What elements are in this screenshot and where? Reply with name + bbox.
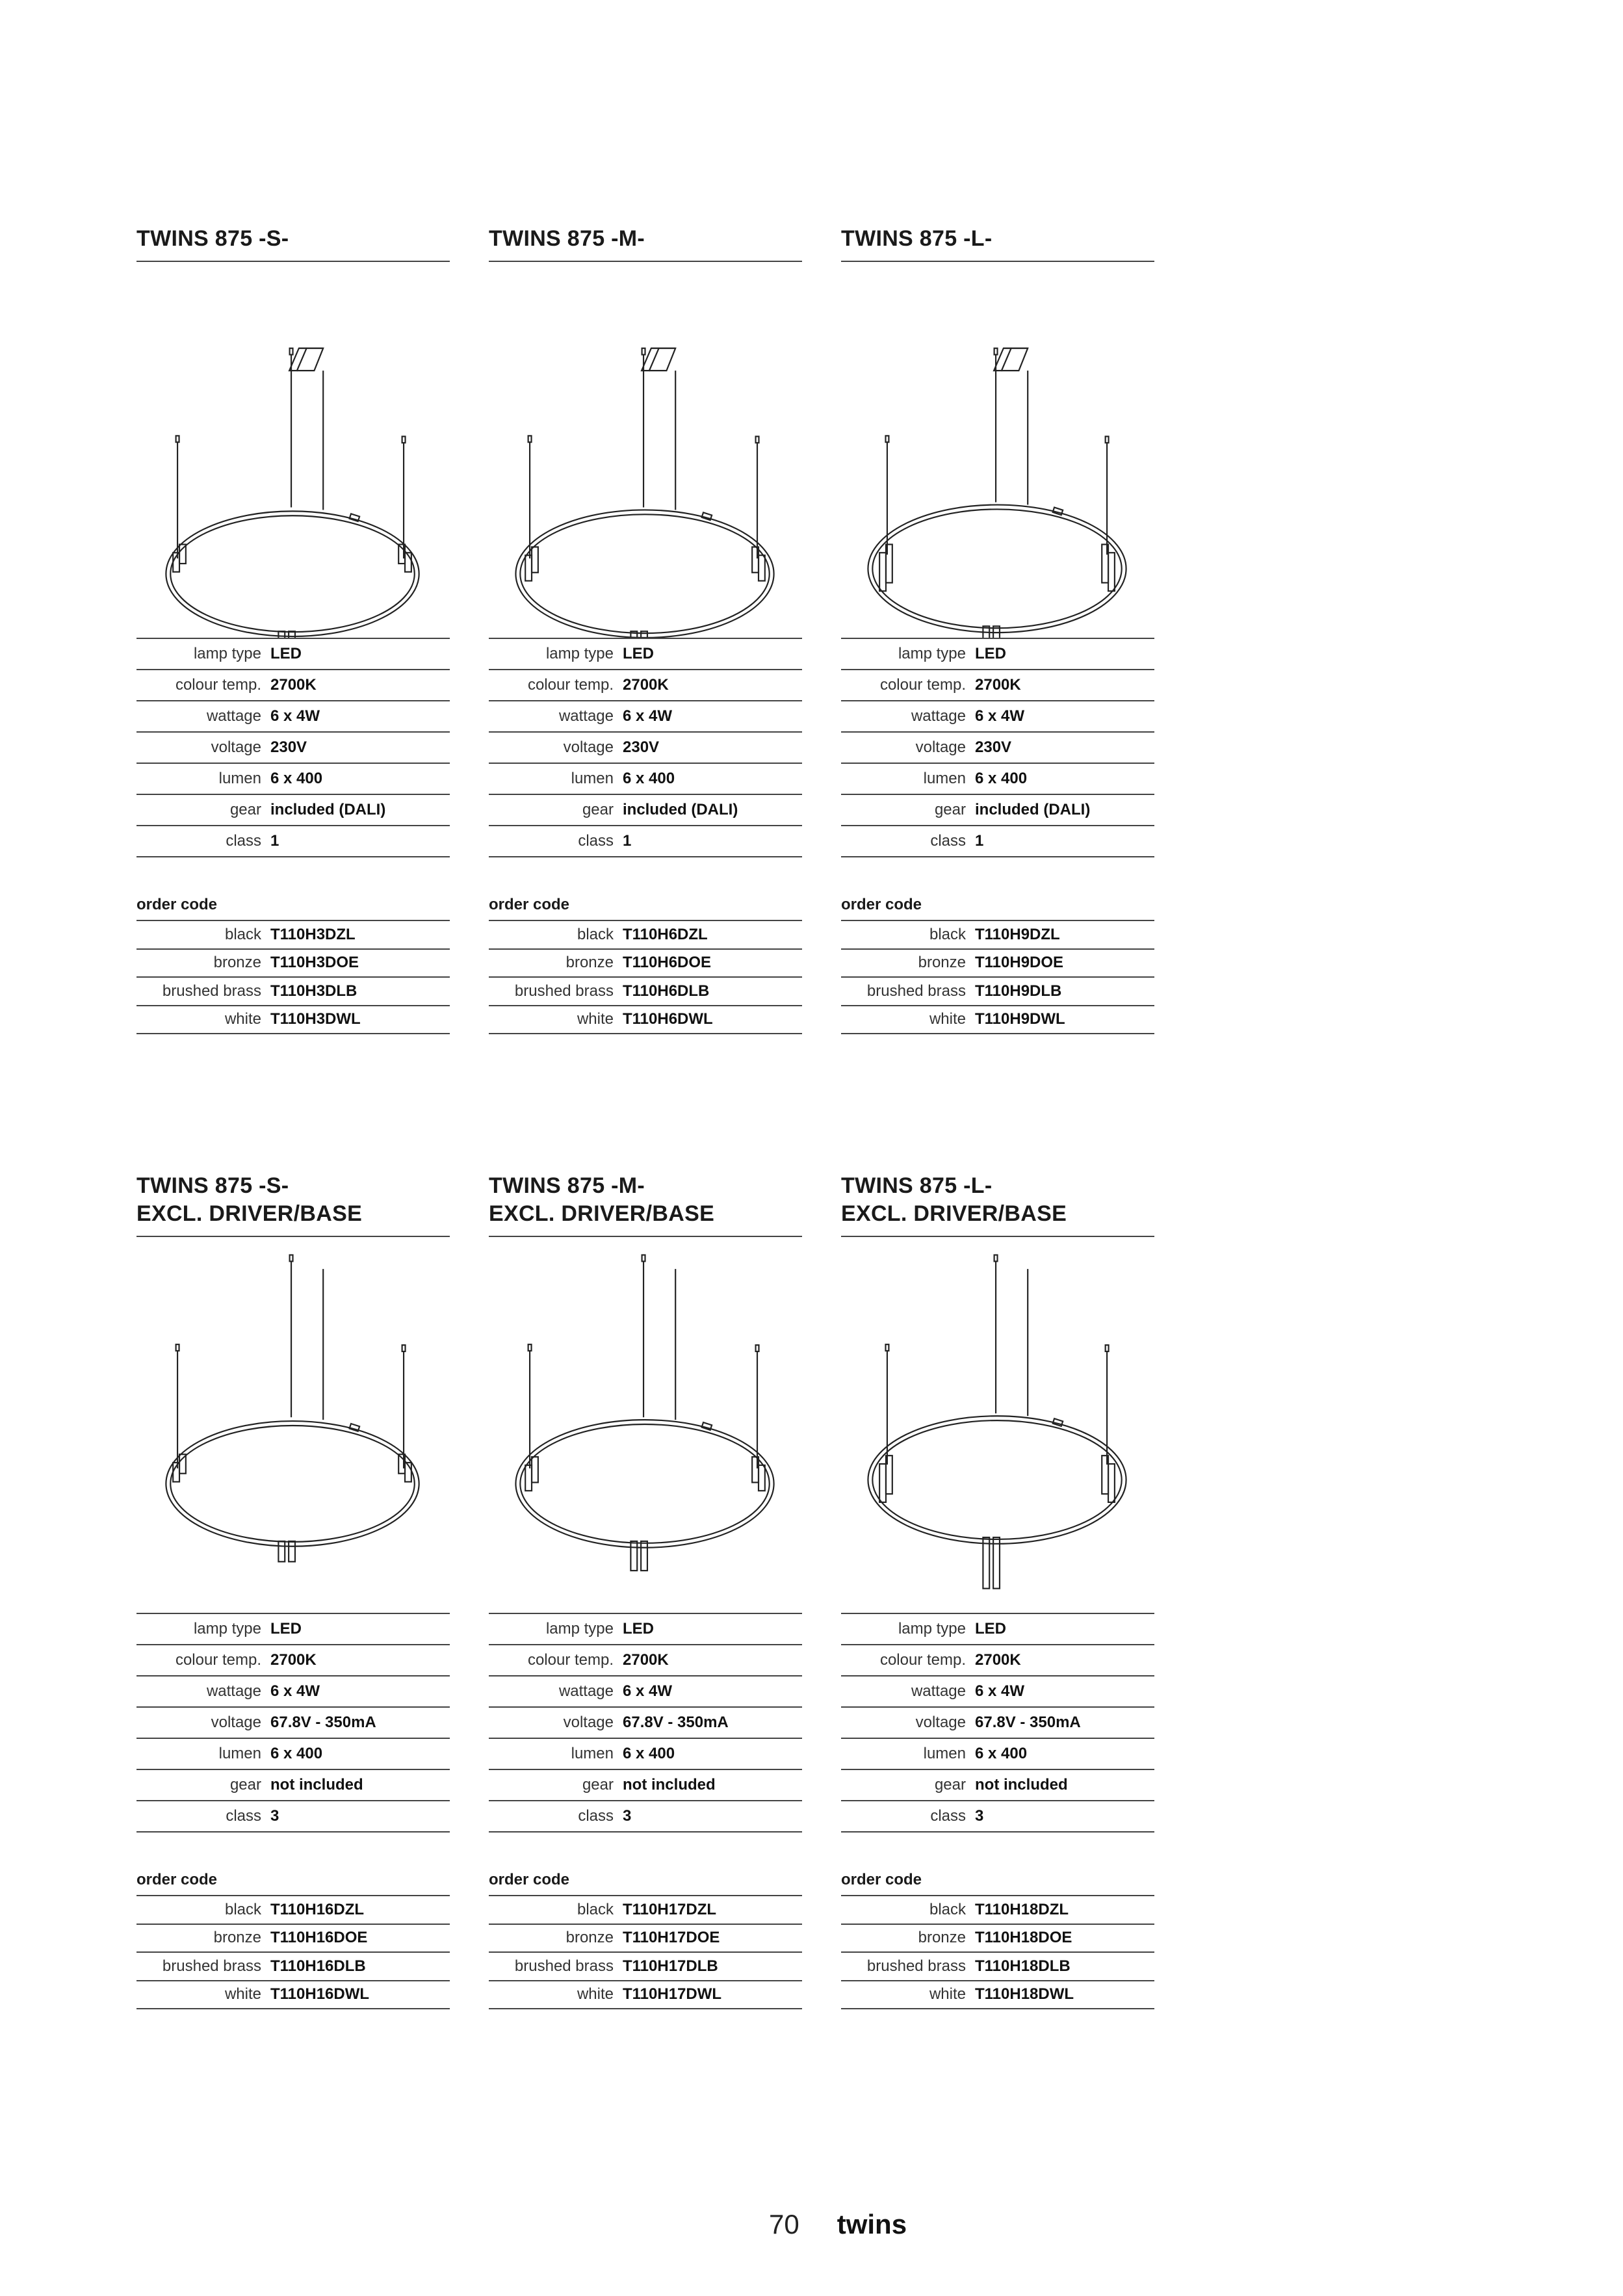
spec-row-lamp-type — [136, 1614, 450, 1645]
order-code: T110H17DOE — [623, 1929, 720, 1947]
finish-label: brushed brass — [162, 982, 261, 1000]
order-row-bronze — [841, 1925, 1154, 1953]
spec-label: colour temp. — [175, 676, 261, 694]
spec-value: 6 x 400 — [975, 770, 1028, 787]
product-title: TWINS 875 -L- — [841, 225, 1154, 262]
spec-value: LED — [975, 1620, 1006, 1637]
order-code: T110H9DOE — [975, 954, 1064, 972]
spec-label: voltage — [563, 738, 614, 756]
spec-table — [136, 638, 450, 857]
spec-row-voltage — [489, 1708, 802, 1739]
spec-label: class — [930, 1807, 966, 1825]
order-code: T110H3DOE — [270, 954, 359, 972]
order-row-black — [841, 1896, 1154, 1925]
order-code: T110H6DWL — [623, 1010, 713, 1028]
spec-row-gear — [136, 795, 450, 826]
product-title: TWINS 875 -M- — [489, 225, 802, 262]
spec-row-wattage — [841, 1676, 1154, 1708]
spec-label: colour temp. — [879, 1651, 966, 1669]
order-code: T110H18DLB — [975, 1957, 1071, 1975]
order-row-bronze — [489, 1925, 802, 1953]
spec-label: lamp type — [193, 1620, 261, 1637]
product-card-twins-l — [841, 225, 1154, 1034]
spec-label: colour temp. — [879, 676, 966, 694]
spec-value: 6 x 400 — [975, 1745, 1028, 1762]
spec-value: 230V — [270, 738, 307, 756]
order-code: T110H9DLB — [975, 982, 1062, 1000]
spec-row-lamp-type — [136, 639, 450, 670]
spec-table — [136, 1613, 450, 1833]
order-code: T110H3DLB — [270, 982, 357, 1000]
order-row-black — [136, 921, 450, 950]
order-code-table — [136, 920, 450, 1034]
spec-label: class — [930, 832, 966, 850]
spec-row-colour-temp — [489, 1645, 802, 1676]
spec-label: class — [578, 832, 614, 850]
finish-label: white — [224, 1010, 261, 1028]
spec-label: wattage — [206, 707, 261, 725]
order-code-heading: order code — [489, 1871, 570, 1888]
spec-label: voltage — [563, 1714, 614, 1731]
order-code-heading: order code — [841, 1871, 922, 1888]
spec-row-voltage — [136, 733, 450, 764]
finish-label: black — [577, 1900, 614, 1918]
spec-value: 230V — [975, 738, 1012, 756]
order-code-table — [489, 920, 802, 1034]
spec-label: lamp type — [193, 645, 261, 662]
pendant-drawing-s-with-base — [136, 262, 450, 638]
spec-row-lumen — [136, 1739, 450, 1770]
spec-table — [841, 638, 1154, 857]
order-row-bronze — [841, 950, 1154, 978]
spec-label: lamp type — [545, 645, 614, 662]
spec-label: class — [226, 832, 261, 850]
spec-row-class — [841, 1801, 1154, 1833]
order-row-brushed-brass — [136, 1953, 450, 1981]
spec-row-colour-temp — [841, 1645, 1154, 1676]
spec-row-lamp-type — [841, 639, 1154, 670]
order-code: T110H6DLB — [623, 982, 710, 1000]
spec-value: included (DALI) — [623, 801, 738, 818]
order-code-table — [841, 920, 1154, 1034]
order-code-table — [841, 1895, 1154, 2009]
order-code: T110H3DZL — [270, 925, 356, 943]
product-card-twins-m-excl-driver — [489, 1172, 802, 2009]
spec-value: 230V — [623, 738, 660, 756]
spec-row-lamp-type — [489, 1614, 802, 1645]
spec-label: lumen — [218, 1745, 261, 1762]
spec-row-colour-temp — [841, 670, 1154, 701]
spec-value: LED — [623, 645, 654, 662]
product-card-twins-s — [136, 225, 450, 1034]
spec-label: lumen — [571, 770, 614, 787]
spec-label: wattage — [558, 707, 614, 725]
spec-value: 2700K — [270, 1651, 317, 1669]
finish-label: bronze — [213, 1929, 261, 1947]
spec-label: gear — [229, 801, 261, 818]
finish-label: brushed brass — [866, 1957, 966, 1975]
order-code: T110H6DOE — [623, 954, 712, 972]
order-code-heading: order code — [136, 1871, 218, 1888]
spec-row-voltage — [136, 1708, 450, 1739]
order-code: T110H17DWL — [623, 1985, 722, 2003]
product-card-twins-m — [489, 225, 802, 1034]
spec-value: not included — [270, 1776, 363, 1794]
product-card-twins-s-excl-driver — [136, 1172, 450, 2009]
spec-value: 1 — [975, 832, 984, 850]
order-code-table — [489, 1895, 802, 2009]
spec-row-gear — [136, 1770, 450, 1801]
spec-value: 6 x 4W — [975, 707, 1025, 725]
spec-table — [841, 1613, 1154, 1833]
order-code: T110H18DOE — [975, 1929, 1072, 1947]
spec-label: voltage — [211, 1714, 261, 1731]
order-row-white — [841, 1006, 1154, 1035]
spec-label: wattage — [558, 1682, 614, 1700]
spec-row-colour-temp — [489, 670, 802, 701]
spec-label: colour temp. — [527, 676, 614, 694]
order-code: T110H17DZL — [623, 1900, 717, 1918]
spec-row-gear — [489, 1770, 802, 1801]
spec-label: voltage — [915, 738, 966, 756]
spec-row-lumen — [136, 764, 450, 795]
pendant-drawing-s-excl-driver — [136, 1237, 450, 1613]
finish-label: black — [224, 1900, 261, 1918]
order-code: T110H17DLB — [623, 1957, 718, 1975]
spec-value: included (DALI) — [975, 801, 1091, 818]
finish-label: white — [577, 1010, 614, 1028]
spec-row-gear — [841, 1770, 1154, 1801]
order-row-black — [136, 1896, 450, 1925]
spec-label: lamp type — [545, 1620, 614, 1637]
finish-label: bronze — [213, 954, 261, 972]
spec-value: 67.8V - 350mA — [623, 1714, 729, 1731]
spec-value: 6 x 400 — [270, 770, 323, 787]
spec-value: included (DALI) — [270, 801, 386, 818]
spec-value: 67.8V - 350mA — [270, 1714, 376, 1731]
spec-row-lumen — [489, 764, 802, 795]
spec-row-colour-temp — [136, 1645, 450, 1676]
finish-label: white — [929, 1985, 966, 2003]
spec-label: voltage — [915, 1714, 966, 1731]
spec-table — [489, 1613, 802, 1833]
spec-label: lamp type — [898, 1620, 966, 1637]
brand-name: twins — [837, 2209, 907, 2239]
spec-row-lumen — [489, 1739, 802, 1770]
spec-value: 2700K — [975, 1651, 1021, 1669]
spec-row-lamp-type — [841, 1614, 1154, 1645]
pendant-drawing-l-excl-driver — [841, 1237, 1154, 1613]
spec-label: lumen — [218, 770, 261, 787]
finish-label: brushed brass — [162, 1957, 261, 1975]
product-title: TWINS 875 -L- EXCL. DRIVER/BASE — [841, 1172, 1154, 1237]
spec-label: colour temp. — [175, 1651, 261, 1669]
spec-value: LED — [270, 1620, 302, 1637]
finish-label: black — [577, 925, 614, 943]
order-code: T110H3DWL — [270, 1010, 361, 1028]
order-code: T110H9DZL — [975, 925, 1060, 943]
spec-value: 2700K — [623, 676, 669, 694]
order-row-brushed-brass — [136, 978, 450, 1006]
spec-row-voltage — [841, 733, 1154, 764]
spec-row-wattage — [136, 701, 450, 733]
order-code-table — [136, 1895, 450, 2009]
spec-row-lumen — [841, 1739, 1154, 1770]
order-row-bronze — [136, 950, 450, 978]
finish-label: brushed brass — [514, 1957, 614, 1975]
spec-row-wattage — [841, 701, 1154, 733]
order-row-brushed-brass — [841, 1953, 1154, 1981]
spec-value: 6 x 4W — [623, 1682, 673, 1700]
order-row-black — [489, 1896, 802, 1925]
finish-label: black — [224, 925, 261, 943]
spec-value: 3 — [270, 1807, 279, 1825]
spec-label: gear — [582, 1776, 614, 1794]
spec-value: 6 x 400 — [270, 1745, 323, 1762]
spec-label: class — [578, 1807, 614, 1825]
spec-row-class — [489, 826, 802, 857]
page-footer — [769, 2209, 907, 2248]
order-row-brushed-brass — [841, 978, 1154, 1006]
spec-row-colour-temp — [136, 670, 450, 701]
spec-label: colour temp. — [527, 1651, 614, 1669]
spec-row-voltage — [841, 1708, 1154, 1739]
spec-value: 6 x 4W — [623, 707, 673, 725]
order-code: T110H6DZL — [623, 925, 708, 943]
spec-value: not included — [975, 1776, 1068, 1794]
spec-value: LED — [270, 645, 302, 662]
order-row-white — [489, 1981, 802, 2010]
finish-label: bronze — [565, 1929, 614, 1947]
spec-value: 6 x 4W — [270, 707, 320, 725]
product-title: TWINS 875 -M- EXCL. DRIVER/BASE — [489, 1172, 802, 1237]
finish-label: black — [929, 925, 966, 943]
spec-value: 2700K — [270, 676, 317, 694]
pendant-drawing-l-with-base — [841, 262, 1154, 638]
spec-value: LED — [623, 1620, 654, 1637]
spec-label: lumen — [923, 770, 966, 787]
order-row-brushed-brass — [489, 978, 802, 1006]
order-row-bronze — [489, 950, 802, 978]
spec-row-class — [841, 826, 1154, 857]
spec-row-class — [136, 826, 450, 857]
finish-label: white — [224, 1985, 261, 2003]
order-code: T110H16DZL — [270, 1900, 365, 1918]
spec-value: 6 x 4W — [975, 1682, 1025, 1700]
spec-value: 67.8V - 350mA — [975, 1714, 1081, 1731]
product-title: TWINS 875 -S- — [136, 225, 450, 262]
spec-row-wattage — [489, 701, 802, 733]
page-number: 70 — [769, 2209, 799, 2239]
pendant-drawing-m-with-base — [489, 262, 802, 638]
spec-label: lamp type — [898, 645, 966, 662]
finish-label: bronze — [565, 954, 614, 972]
spec-label: lumen — [571, 1745, 614, 1762]
spec-label: gear — [934, 801, 966, 818]
spec-label: gear — [934, 1776, 966, 1794]
spec-value: LED — [975, 645, 1006, 662]
spec-row-lamp-type — [489, 639, 802, 670]
spec-row-gear — [841, 795, 1154, 826]
spec-label: voltage — [211, 738, 261, 756]
order-row-brushed-brass — [489, 1953, 802, 1981]
order-code: T110H16DWL — [270, 1985, 370, 2003]
spec-row-voltage — [489, 733, 802, 764]
spec-value: 3 — [623, 1807, 632, 1825]
spec-row-class — [489, 1801, 802, 1833]
spec-table — [489, 638, 802, 857]
order-code-heading: order code — [841, 896, 922, 913]
finish-label: white — [929, 1010, 966, 1028]
spec-value: 6 x 400 — [623, 1745, 675, 1762]
spec-value: 2700K — [623, 1651, 669, 1669]
finish-label: bronze — [918, 1929, 966, 1947]
finish-label: white — [577, 1985, 614, 2003]
spec-label: lumen — [923, 1745, 966, 1762]
finish-label: brushed brass — [866, 982, 966, 1000]
order-row-black — [489, 921, 802, 950]
finish-label: bronze — [918, 954, 966, 972]
spec-value: 3 — [975, 1807, 984, 1825]
spec-value: 1 — [270, 832, 279, 850]
spec-row-wattage — [136, 1676, 450, 1708]
order-row-white — [136, 1981, 450, 2010]
order-row-bronze — [136, 1925, 450, 1953]
spec-label: class — [226, 1807, 261, 1825]
spec-label: gear — [229, 1776, 261, 1794]
product-title: TWINS 875 -S- EXCL. DRIVER/BASE — [136, 1172, 450, 1237]
pendant-drawing-m-excl-driver — [489, 1237, 802, 1613]
order-row-white — [489, 1006, 802, 1035]
spec-label: wattage — [206, 1682, 261, 1700]
spec-row-class — [136, 1801, 450, 1833]
spec-row-gear — [489, 795, 802, 826]
spec-label: wattage — [911, 707, 966, 725]
spec-value: 6 x 4W — [270, 1682, 320, 1700]
spec-row-wattage — [489, 1676, 802, 1708]
spec-value: 1 — [623, 832, 632, 850]
order-code: T110H18DZL — [975, 1900, 1069, 1918]
order-code: T110H9DWL — [975, 1010, 1065, 1028]
spec-value: 6 x 400 — [623, 770, 675, 787]
order-code: T110H16DOE — [270, 1929, 368, 1947]
spec-value: 2700K — [975, 676, 1021, 694]
spec-label: gear — [582, 801, 614, 818]
order-code-heading: order code — [136, 896, 218, 913]
order-code-heading: order code — [489, 896, 570, 913]
finish-label: brushed brass — [514, 982, 614, 1000]
spec-label: wattage — [911, 1682, 966, 1700]
order-code: T110H18DWL — [975, 1985, 1074, 2003]
spec-row-lumen — [841, 764, 1154, 795]
order-row-white — [841, 1981, 1154, 2010]
order-row-white — [136, 1006, 450, 1035]
order-code: T110H16DLB — [270, 1957, 366, 1975]
finish-label: black — [929, 1900, 966, 1918]
spec-value: not included — [623, 1776, 716, 1794]
order-row-black — [841, 921, 1154, 950]
product-card-twins-l-excl-driver — [841, 1172, 1154, 2009]
